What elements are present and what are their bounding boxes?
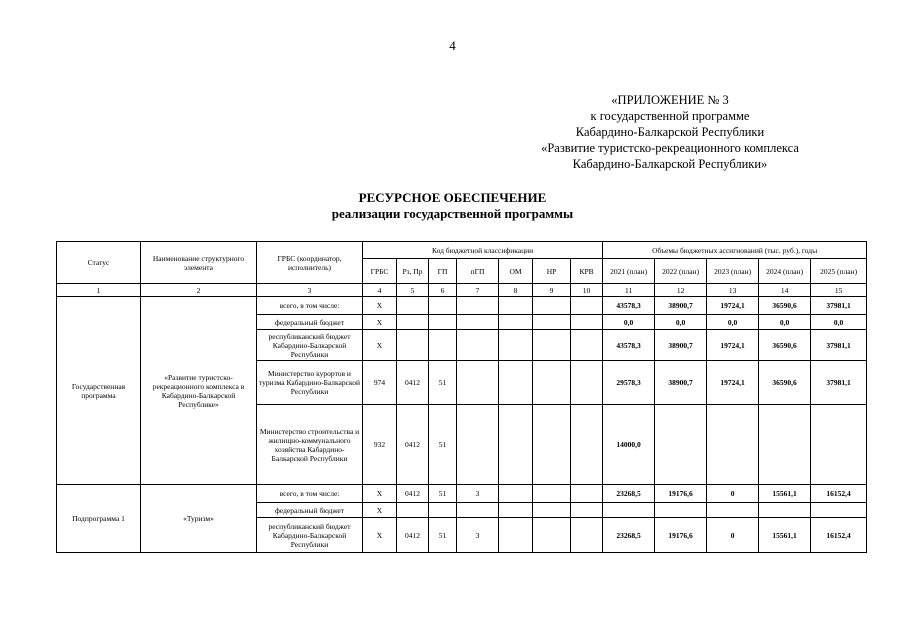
executor-cell: республиканский бюджет Кабардино-Балкарской Республики — [257, 518, 363, 553]
value-cell — [811, 405, 867, 485]
header-year-col: 2023 (план) — [707, 259, 759, 284]
header-code-col: Рз, Пр — [397, 259, 429, 284]
column-number: 15 — [811, 284, 867, 297]
value-cell: 37981,1 — [811, 361, 867, 405]
code-cell — [457, 330, 499, 361]
code-cell — [499, 503, 533, 518]
code-cell — [571, 330, 603, 361]
code-cell — [397, 315, 429, 330]
column-number: 11 — [603, 284, 655, 297]
value-cell: 16152,4 — [811, 518, 867, 553]
value-cell: 0,0 — [759, 315, 811, 330]
status-cell: Подпрограмма 1 — [57, 485, 141, 553]
code-cell: Х — [363, 485, 397, 503]
executor-cell: федеральный бюджет — [257, 315, 363, 330]
executor-cell: всего, в том числе: — [257, 485, 363, 503]
code-cell: 3 — [457, 485, 499, 503]
value-cell: 15561,1 — [759, 518, 811, 553]
value-cell — [707, 503, 759, 518]
value-cell — [811, 503, 867, 518]
resource-table — [56, 241, 867, 553]
code-cell: 0412 — [397, 485, 429, 503]
appendix-caption — [470, 92, 870, 172]
executor-cell: федеральный бюджет — [257, 503, 363, 518]
code-cell — [533, 297, 571, 315]
value-cell: 36590,6 — [759, 297, 811, 315]
code-cell: Х — [363, 503, 397, 518]
code-cell — [397, 297, 429, 315]
value-cell: 19724,1 — [707, 330, 759, 361]
header-year-col: 2021 (план) — [603, 259, 655, 284]
column-number: 9 — [533, 284, 571, 297]
executor-cell: республиканский бюджет Кабардино-Балкарской Республики — [257, 330, 363, 361]
value-cell: 16152,4 — [811, 485, 867, 503]
appendix-line: к государственной программе — [590, 109, 750, 123]
value-cell — [759, 405, 811, 485]
structural-element-cell: «Туризм» — [141, 485, 257, 553]
executor-cell: Министерство курортов и туризма Кабардино-Балкарской Республики — [257, 361, 363, 405]
structural-element-cell: «Развитие туристско-рекреационного комплекса в Кабардино-Балкарской Республике» — [141, 297, 257, 485]
value-cell: 36590,6 — [759, 330, 811, 361]
value-cell: 19176,6 — [655, 485, 707, 503]
header-code-col: ОМ — [499, 259, 533, 284]
value-cell: 0,0 — [603, 315, 655, 330]
executor-cell: всего, в том числе: — [257, 297, 363, 315]
code-cell — [499, 330, 533, 361]
value-cell: 37981,1 — [811, 297, 867, 315]
column-number: 13 — [707, 284, 759, 297]
code-cell — [571, 485, 603, 503]
code-cell — [571, 315, 603, 330]
code-cell: 51 — [429, 361, 457, 405]
value-cell: 29578,3 — [603, 361, 655, 405]
code-cell — [457, 315, 499, 330]
value-cell: 19176,6 — [655, 518, 707, 553]
executor-cell: Министерство строительства и жилищно-коммунального хозяйства Кабардино-Балкарской Республики — [257, 405, 363, 485]
code-cell — [499, 315, 533, 330]
code-cell — [457, 503, 499, 518]
code-cell — [499, 297, 533, 315]
code-cell: 0412 — [397, 405, 429, 485]
appendix-line: Кабардино-Балкарской Республики» — [572, 157, 768, 171]
code-cell: Х — [363, 330, 397, 361]
appendix-line: «ПРИЛОЖЕНИЕ № 3 — [611, 93, 729, 107]
code-cell: 51 — [429, 518, 457, 553]
header-element: Наименование структурного элемента — [141, 242, 257, 284]
code-cell — [533, 503, 571, 518]
code-cell — [533, 485, 571, 503]
column-number: 10 — [571, 284, 603, 297]
value-cell: 19724,1 — [707, 297, 759, 315]
value-cell: 43578,3 — [603, 330, 655, 361]
column-number: 1 — [57, 284, 141, 297]
code-cell — [533, 518, 571, 553]
document-title — [0, 190, 905, 222]
header-status: Статус — [57, 242, 141, 284]
value-cell: 38900,7 — [655, 361, 707, 405]
code-cell — [499, 405, 533, 485]
code-cell — [571, 361, 603, 405]
code-cell: 3 — [457, 518, 499, 553]
value-cell — [655, 503, 707, 518]
code-cell: Х — [363, 518, 397, 553]
header-code-col: пГП — [457, 259, 499, 284]
column-number: 6 — [429, 284, 457, 297]
code-cell: 932 — [363, 405, 397, 485]
code-cell — [571, 405, 603, 485]
code-cell — [429, 315, 457, 330]
appendix-line: «Развитие туристско-рекреационного комплекса — [541, 141, 799, 155]
code-cell — [397, 503, 429, 518]
value-cell — [707, 405, 759, 485]
column-number: 14 — [759, 284, 811, 297]
code-cell: 0412 — [397, 518, 429, 553]
header-grbs: ГРБС (координатор, исполнитель) — [257, 242, 363, 284]
header-code-col: ГРБС — [363, 259, 397, 284]
page-number: 4 — [449, 38, 456, 53]
header-allocations: Объемы бюджетных ассигнований (тыс. руб.), годы — [603, 242, 867, 259]
value-cell: 38900,7 — [655, 330, 707, 361]
column-number: 5 — [397, 284, 429, 297]
code-cell — [457, 297, 499, 315]
status-cell: Государственная программа — [57, 297, 141, 485]
code-cell — [499, 485, 533, 503]
column-number: 2 — [141, 284, 257, 297]
column-number: 12 — [655, 284, 707, 297]
column-number: 3 — [257, 284, 363, 297]
code-cell — [429, 503, 457, 518]
code-cell — [533, 330, 571, 361]
code-cell — [499, 518, 533, 553]
code-cell — [457, 361, 499, 405]
header-code-col: НР — [533, 259, 571, 284]
code-cell — [533, 405, 571, 485]
value-cell: 23268,5 — [603, 518, 655, 553]
value-cell: 0,0 — [707, 315, 759, 330]
code-cell: 974 — [363, 361, 397, 405]
value-cell: 36590,6 — [759, 361, 811, 405]
value-cell: 37981,1 — [811, 330, 867, 361]
code-cell — [533, 315, 571, 330]
value-cell: 43578,3 — [603, 297, 655, 315]
value-cell: 38900,7 — [655, 297, 707, 315]
table-row — [57, 485, 867, 503]
value-cell — [603, 503, 655, 518]
column-number: 8 — [499, 284, 533, 297]
table-row — [57, 297, 867, 315]
value-cell: 0,0 — [655, 315, 707, 330]
code-cell — [429, 330, 457, 361]
code-cell: Х — [363, 315, 397, 330]
value-cell: 0 — [707, 485, 759, 503]
code-cell — [533, 361, 571, 405]
appendix-line: Кабардино-Балкарской Республики — [575, 125, 765, 139]
code-cell — [571, 503, 603, 518]
code-cell: 0412 — [397, 361, 429, 405]
value-cell — [655, 405, 707, 485]
code-cell — [499, 361, 533, 405]
header-year-col: 2025 (план) — [811, 259, 867, 284]
header-code-col: ГП — [429, 259, 457, 284]
code-cell — [571, 518, 603, 553]
value-cell: 19724,1 — [707, 361, 759, 405]
code-cell — [429, 297, 457, 315]
header-year-col: 2024 (план) — [759, 259, 811, 284]
value-cell — [759, 503, 811, 518]
code-cell — [397, 330, 429, 361]
column-number: 4 — [363, 284, 397, 297]
code-cell — [571, 297, 603, 315]
header-year-col: 2022 (план) — [655, 259, 707, 284]
title-line: РЕСУРСНОЕ ОБЕСПЕЧЕНИЕ — [358, 190, 547, 205]
code-cell — [457, 405, 499, 485]
value-cell: 14000,0 — [603, 405, 655, 485]
value-cell: 0,0 — [811, 315, 867, 330]
code-cell: 51 — [429, 405, 457, 485]
value-cell: 0 — [707, 518, 759, 553]
code-cell: 51 — [429, 485, 457, 503]
column-number: 7 — [457, 284, 499, 297]
header-code-col: КРВ — [571, 259, 603, 284]
value-cell: 23268,5 — [603, 485, 655, 503]
title-line: реализации государственной программы — [331, 206, 574, 221]
value-cell: 15561,1 — [759, 485, 811, 503]
header-budget-code: Код бюджетной классификации — [363, 242, 603, 259]
code-cell: Х — [363, 297, 397, 315]
